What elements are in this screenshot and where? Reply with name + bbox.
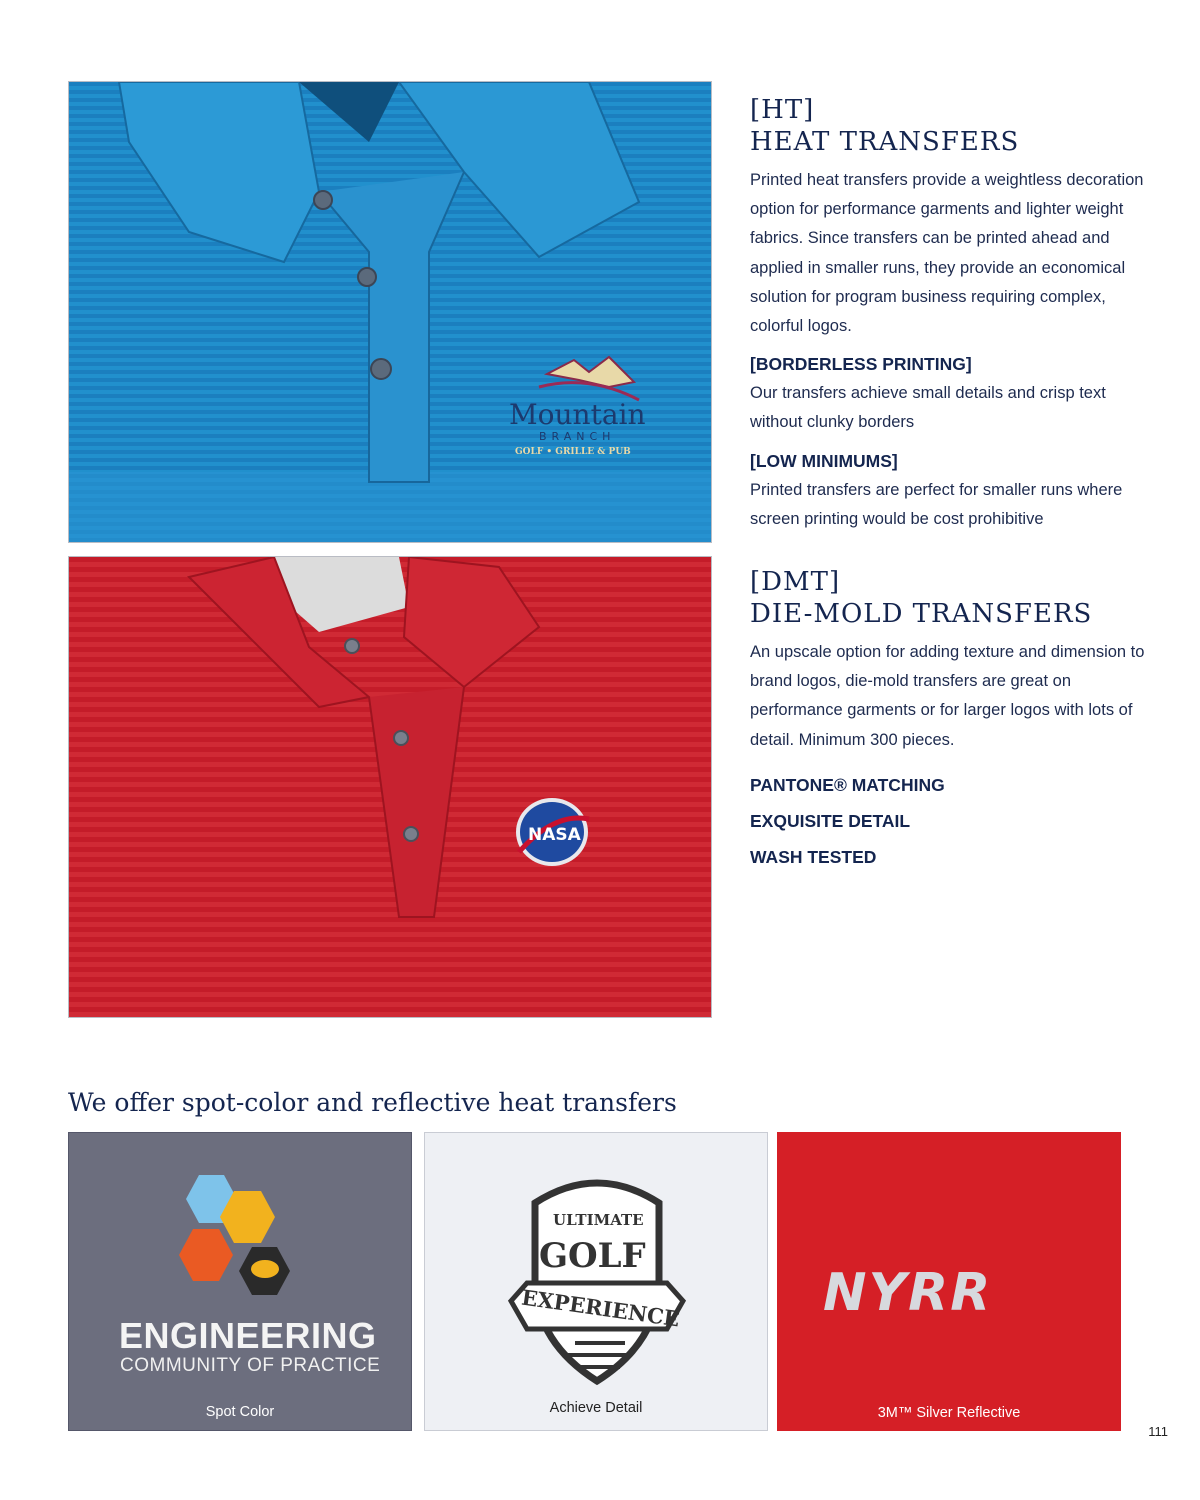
- swatch-achieve-detail: [424, 1132, 768, 1431]
- swatch-caption-spot-color: Spot Color: [205, 1404, 275, 1420]
- bullet-detail: EXQUISITE DETAIL: [750, 810, 911, 831]
- red-polo-illustration: [69, 557, 712, 1018]
- ht-code: [HT]: [750, 95, 815, 125]
- offer-heading: We offer spot-color and reflective heat transfers: [68, 1088, 677, 1117]
- nyrr-logo-graphic: [777, 1132, 1121, 1431]
- feature-low-minimums-title: [LOW MINIMUMS]: [750, 450, 898, 471]
- blue-logo-line3: GOLF • GRILLE & PUB: [515, 447, 631, 457]
- blue-polo-photo: [68, 81, 712, 543]
- ultimate-golf-logo-graphic: [425, 1133, 768, 1431]
- blue-polo-illustration: [69, 82, 712, 543]
- engineering-logo-line2: COMMUNITY OF PRACTICE: [120, 1355, 381, 1376]
- golf-logo-line1: ULTIMATE: [553, 1211, 644, 1229]
- engineering-logo-line1: ENGINEERING: [119, 1315, 377, 1356]
- swatch-spot-color: [68, 1132, 412, 1431]
- page-number: 111: [1148, 1424, 1168, 1439]
- golf-logo-line2: GOLF: [539, 1236, 646, 1276]
- feature-borderless-text: Our transfers achieve small details and crisp text without clunky borders: [750, 384, 1106, 432]
- ht-heading: HEAT TRANSFERS: [750, 127, 1020, 157]
- red-polo-photo: [68, 556, 712, 1018]
- die-mold-transfers-section: [750, 566, 1150, 875]
- dmt-heading: DIE-MOLD TRANSFERS: [750, 599, 1093, 629]
- golf-logo-line3: EXPERIENCE: [520, 1284, 682, 1332]
- ht-body: Printed heat transfers provide a weightless decoration option for performance garments and lighter weight fabrics. Since transfers can be printed ahead and applied in smaller runs, they provide an economical solution for program business requiring complex, colorful logos.: [750, 171, 1144, 336]
- dmt-code: [DMT]: [750, 567, 841, 597]
- swatch-caption-achieve-detail: Achieve Detail: [549, 1400, 643, 1416]
- engineering-logo-graphic: [69, 1133, 412, 1431]
- dmt-bullet-list: [750, 767, 1150, 875]
- bullet-wash: WASH TESTED: [750, 846, 877, 867]
- nyrr-logo-text: NYRR: [823, 1263, 993, 1323]
- blue-logo-line1: Mountain: [509, 398, 646, 431]
- feature-low-minimums-text: Printed transfers are perfect for smaller runs where screen printing would be cost prohibitive: [750, 480, 1123, 528]
- nasa-logo-text: NASA: [528, 825, 581, 845]
- bullet-pantone: PANTONE® MATCHING: [750, 774, 945, 795]
- heat-transfers-section: [750, 94, 1150, 534]
- swatch-caption-reflective: 3M™ Silver Reflective: [877, 1405, 1021, 1421]
- feature-borderless-title: [BORDERLESS PRINTING]: [750, 354, 972, 375]
- dmt-body: An upscale option for adding texture and dimension to brand logos, die-mold transfers are great on performance garments or for larger logos with lots of detail. Minimum 300 pieces.: [750, 643, 1145, 749]
- swatch-silver-reflective: [777, 1132, 1121, 1431]
- blue-logo-line2: BRANCH: [539, 430, 616, 443]
